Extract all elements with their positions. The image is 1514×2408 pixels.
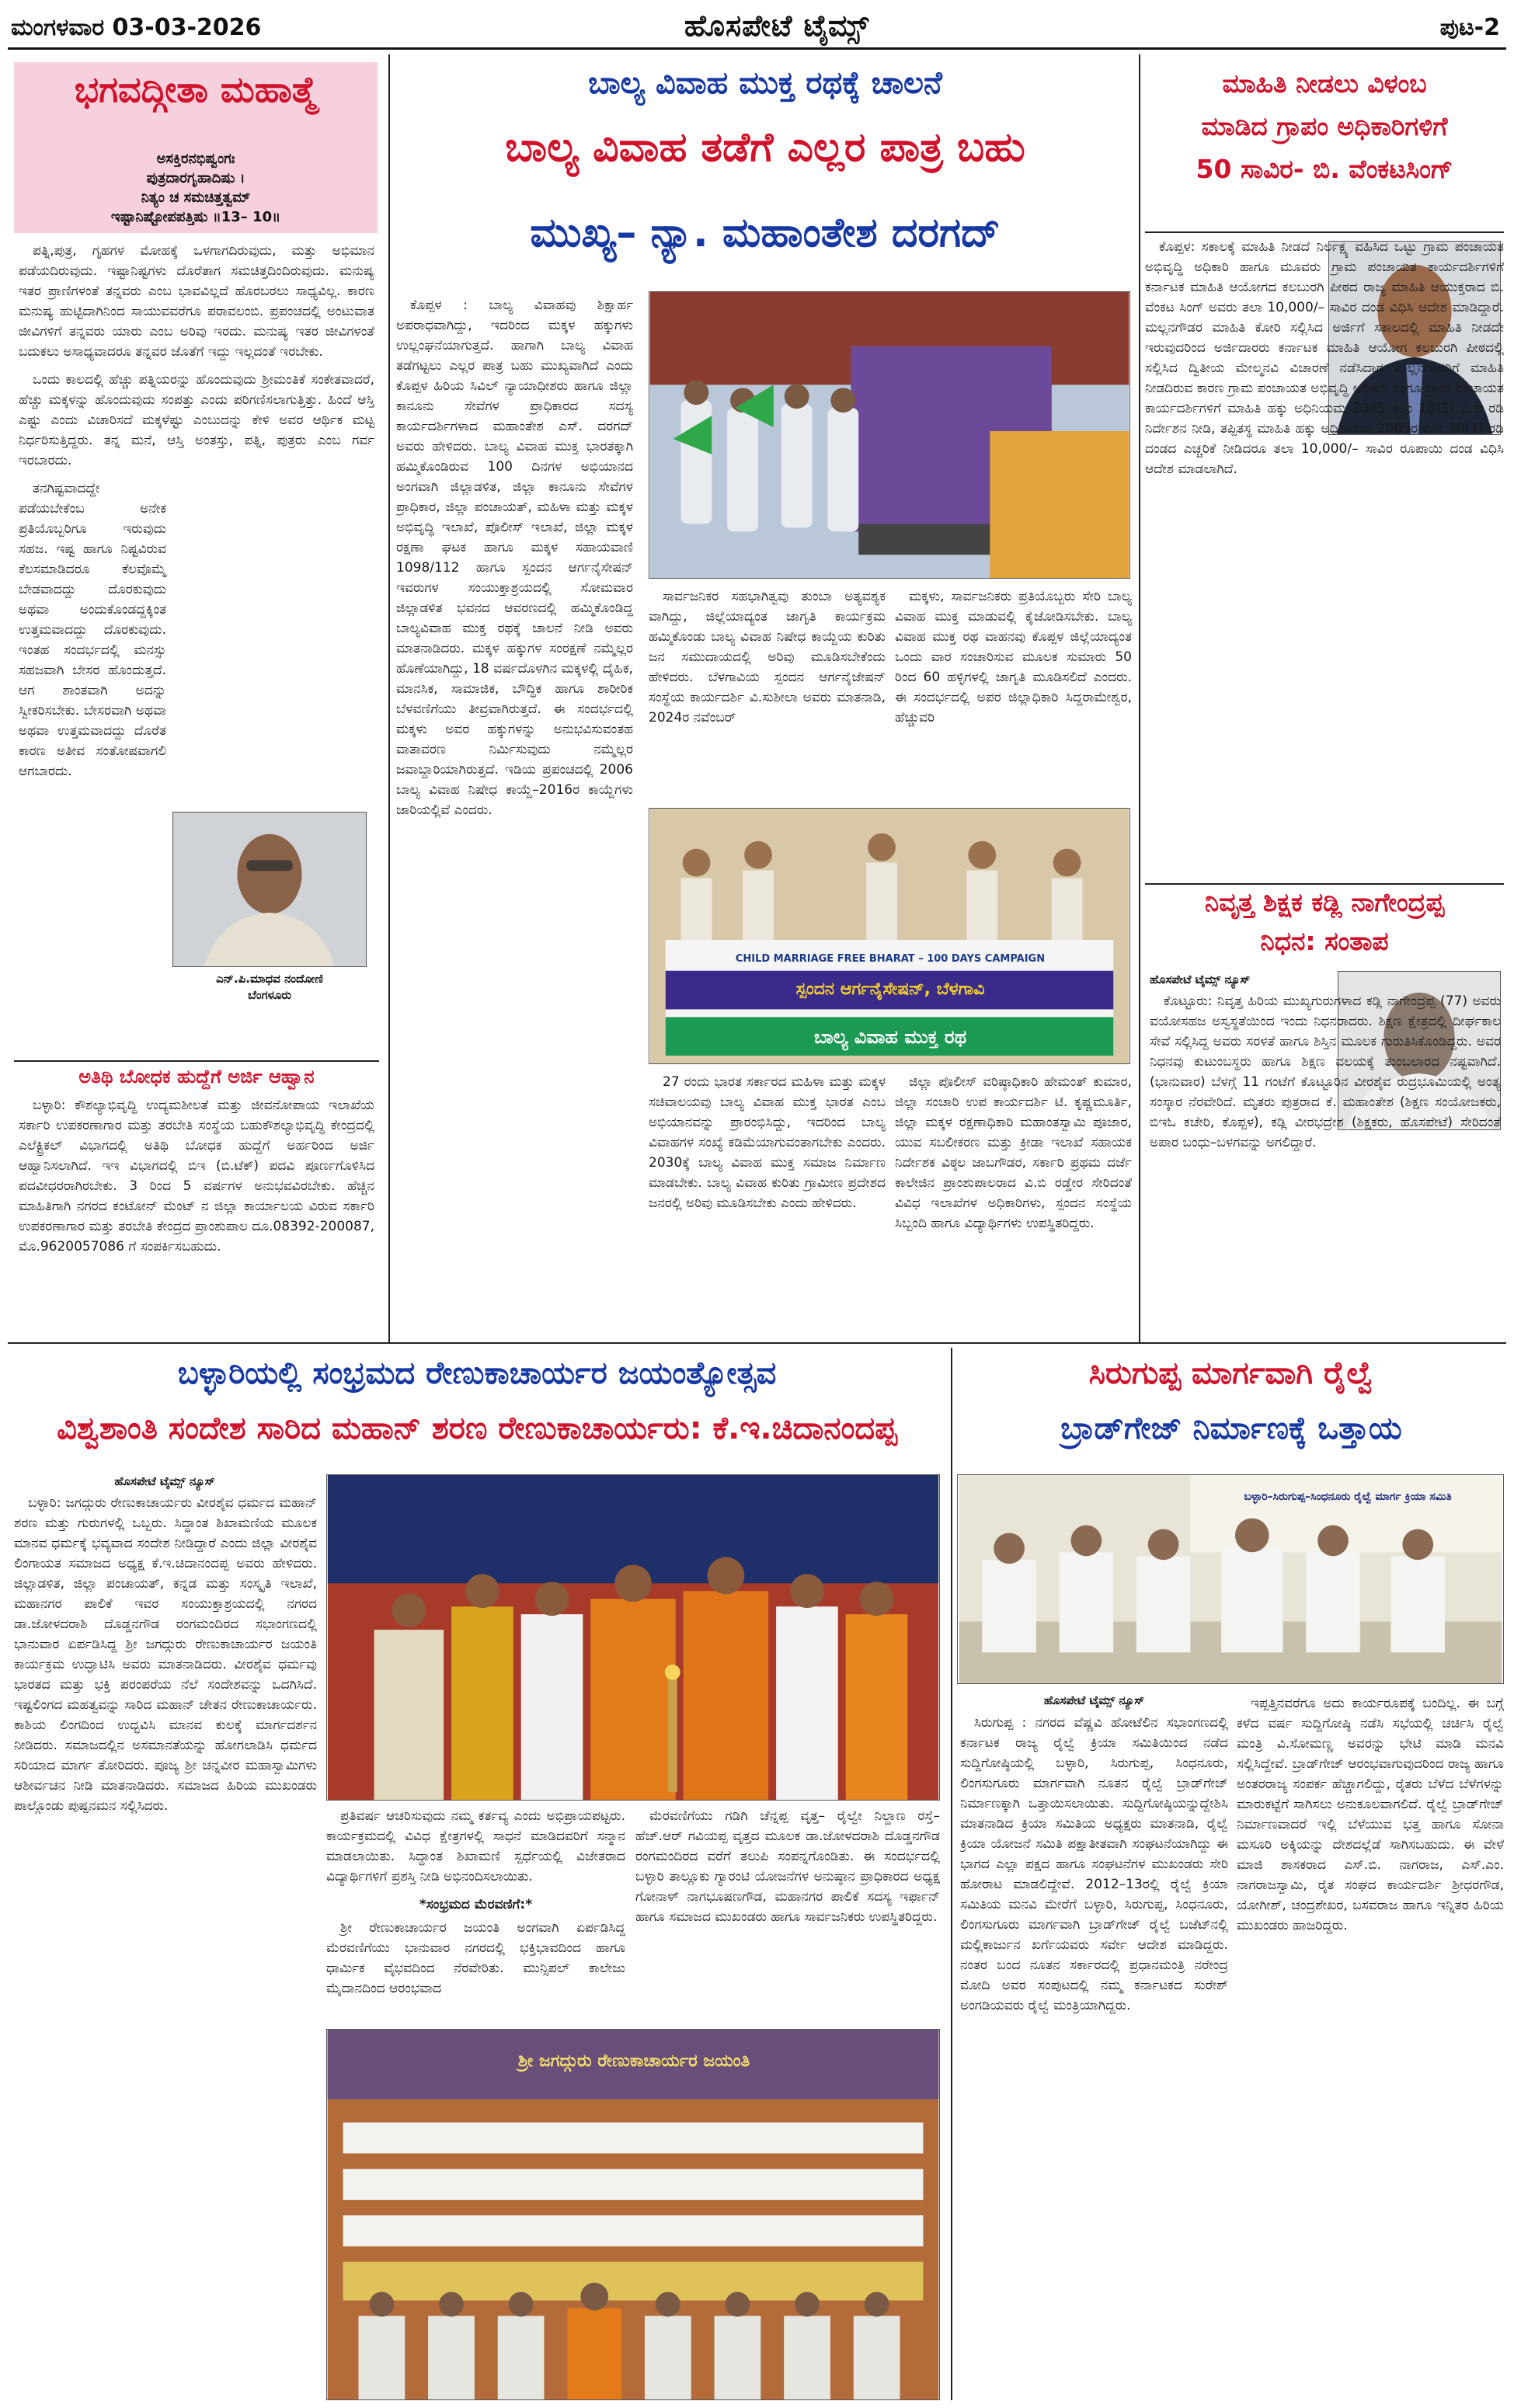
- renuka-para: ಬಳ್ಳಾರಿ: ಜಗದ್ಗುರು ರೇಣುಕಾಚಾರ್ಯರು ವೀರಶೈವ ಧರ್ಮದ ಮಹಾನ್ ಶರಣ ಮತ್ತು ಗುರುಗಳಲ್ಲಿ ಒಬ್ಬರು. ಸಿದ್ಧಾಂತ ಶಿಖಾಮಣಿಯ ಮೂಲಕ ಮಾನವ ಧರ್ಮಕ್ಕೆ ಭವ್ಯವಾದ ಸಂದೇಶ ನೀಡಿದ್ದಾರೆ ಎಂದು ಜಿಲ್ಲಾ ವೀರಶೈವ ಲಿಂಗಾಯತ ಸಮಾಜದ ಅಧ್ಯಕ್ಷ ಕೆ.ಇ.ಚಿದಾನಂದಪ್ಪ ಅವರು ಹೇಳಿದರು. ಜಿಲ್ಲಾಡಳಿತ, ಜಿಲ್ಲಾ ಪಂಚಾಯತ್, ಕನ್ನಡ ಮತ್ತು ಸಂಸ್ಕೃತಿ ಇಲಾಖೆ, ಮಹಾನಗರ ಪಾಲಿಕೆ ಇವರ ಸಂಯುಕ್ತಾಶ್ರಯದಲ್ಲಿ ನಗರದ ಡಾ.ಜೋಳದರಾಶಿ ದೊಡ್ಡನಗೌಡ ರಂಗಮಂದಿರದ ಸಭಾಂಗಣದಲ್ಲಿ ಭಾನುವಾರ ಏರ್ಪಡಿಸಿದ್ದ ಶ್ರೀ ಜಗದ್ಗುರು ರೇಣುಕಾಚಾರ್ಯರ ಜಯಂತಿ ಕಾರ್ಯಕ್ರಮ ಉದ್ಘಾಟಿಸಿ ಅವರು ಮಾತನಾಡಿದರು. ವೀರಶೈವ ಧರ್ಮವು ಭಾರತದ ಮತ್ತು ಭಕ್ತಿ ಪರಂಪರೆಯ ನೆಲೆ ಸಂದೇಶವನ್ನು ಒದಗಿಸಿದೆ. ಇಷ್ಟಲಿಂಗದ ಮಹತ್ವವನ್ನು ಸಾರಿದ ಮಹಾನ್ ಚೇತನ ರೇಣುಕಾಚಾರ್ಯರು. ಕಾಶಿಯ ಲಿಂಗದಿಂದ ಉದ್ಭವಿಸಿ ಮಾನವ ಕುಲಕ್ಕೆ ಮಾರ್ಗದರ್ಶನ ನೀಡಿದರು. ಸಮಾಜದಲ್ಲಿನ ಅಸಮಾನತೆಯನ್ನು ಹೋಗಲಾಡಿಸಿ ಧರ್ಮದ ಸರಿಯಾದ ಮಾರ್ಗ ತೋರಿದರು. ಪೂಜ್ಯ ಶ್ರೀ ಚನ್ನವೀರ ಮಹಾಸ್ವಾಮಿಗಳು ಆಶೀರ್ವಚನ ನೀಡಿ ಮಾತನಾಡಿದರು. ಸಮಾಜದ ಹಿರಿಯ ಮುಖಂಡರು ಪಾಲ್ಗೊಂಡು ಪುಷ್ಪನಮನ ಸಲ್ಲಿಸಿದರು.: [14, 1495, 317, 1814]
- column-rule-2: [1139, 54, 1140, 1344]
- gita-verse: [30, 149, 362, 227]
- child-col-2b: [649, 1072, 886, 1336]
- author-photo: [172, 812, 367, 967]
- child-para: ಸಾರ್ವಜನಿಕರ ಸಹಭಾಗಿತ್ವವು ತುಂಬಾ ಅತ್ಯವಶ್ಯಕ ವಾಗಿದ್ದು, ಜಿಲ್ಲೆಯಾದ್ಯಂತ ಜಾಗೃತಿ ಕಾರ್ಯಕ್ರಮ ಹಮ್ಮಿಕೊಂಡು ಬಾಲ್ಯ ವಿವಾಹ ನಿಷೇಧ ಕಾಯ್ದೆಯ ಕುರಿತು ಜನ ಸಮುದಾಯದಲ್ಲಿ ಅರಿವು ಮೂಡಿಸಬೇಕೆಂದು ಹೇಳಿದರು. ಬೆಳಗಾವಿಯ ಸ್ಪಂದನ ಆರ್ಗನೈಜೇಷನ್ ಸಂಸ್ಥೆಯ ಕಾರ್ಯದರ್ಶಿ ವಿ.ಸುಶೀಲಾ ಅವರು ಮಾತನಾಡಿ, 2024ರ ನವೆಂಬರ್: [649, 589, 886, 726]
- rail-para: ಸಿರುಗುಪ್ಪ : ನಗರದ ವೆಷ್ಣವಿ ಹೋಟೆಲಿನ ಸಭಾಂಗಣದಲ್ಲಿ ಕರ್ನಾಟಕ ರಾಜ್ಯ ರೈಲ್ವೆ ಕ್ರಿಯಾ ಸಮಿತಿಯಿಂದ ನಡೆದ ಸುದ್ದಿಗೋಷ್ಠಿಯಲ್ಲಿ ಬಳ್ಳಾರಿ, ಸಿರುಗುಪ್ಪ, ಸಿಂಧನೂರು, ಲಿಂಗಸುಗೂರು ಮಾರ್ಗವಾಗಿ ನೂತನ ರೈಲ್ವೆ ಬ್ರಾಡ್‌ಗೇಜ್ ನಿರ್ಮಾಣಕ್ಕಾಗಿ ಒತ್ತಾಯಿಸಲಾಯಿತು. ಸುದ್ದಿಗೋಷ್ಠಿಯನ್ನುದ್ದೇಶಿಸಿ ಮಾತನಾಡಿದ ಕ್ರಿಯಾ ಸಮಿತಿಯ ಅಧ್ಯಕ್ಷರು ಮಾತನಾಡಿ, ರೈಲ್ವೆ ಕ್ರಿಯಾ ಯೋಜನೆ ಸಮಿತಿ ಪಕ್ಷಾತೀತವಾಗಿ ಸಂಘಟನೆಯಾಗಿದ್ದು ಈ ಭಾಗದ ಎಲ್ಲಾ ಪಕ್ಷದ ಹಾಗೂ ಸಂಘಟನೆಗಳ ಮುಖಂಡರು ಸೇರಿ ಹೋರಾಟ ಮಾಡಲಿದ್ದೇವೆ. 2012–13ರಲ್ಲಿ ರೈಲ್ವೆ ಕ್ರಿಯಾ ಸಮಿತಿಯ ಮನವಿ ಮೇರೆಗೆ ಬಳ್ಳಾರಿ, ಸಿರುಗುಪ್ಪ, ಸಿಂಧನೂರು, ಲಿಂಗಸುಗೂರು ಮಾರ್ಗವಾಗಿ ಬ್ರಾಡ್‌ಗೇಜ್ ರೈಲ್ವೆ ಬಜೆಟ್‌ನಲ್ಲಿ ಮಲ್ಲಿಕಾರ್ಜುನ ಖರ್ಗೆಯವರು ಸರ್ವೇ ಆದೇಶ ಮಾಡಿದ್ದರು. ನಂತರ ಬಂದ ನೂತನ ಸರ್ಕಾರದಲ್ಲಿ ಪ್ರಧಾನಮಂತ್ರಿ ನರೇಂದ್ರ ಮೋದಿ ಅವರ ಸಂಪುಟದಲ್ಲಿ ನಮ್ಮ ಕರ್ನಾಟಕದ ಸುರೇಶ್ ಅಂಗಡಿಯವರು ರೈಲ್ವೆ ಮಂತ್ರಿಯಾಗಿದ್ದರು.: [960, 1715, 1228, 2013]
- info-rule: [1145, 231, 1504, 233]
- renuka-para: ಶ್ರೀ ರೇಣುಕಾಚಾರ್ಯರ ಜಯಂತಿ ಅಂಗವಾಗಿ ಏರ್ಪಡಿಸಿದ್ದ ಮೆರವಣಿಗೆಯು ಭಾನುವಾರ ನಗರದಲ್ಲಿ ಭಕ್ತಿಭಾವದಿಂದ ಹಾಗೂ ಧಾರ್ಮಿಕ ವೈಭವದಿಂದ ನೆರವೇರಿತು. ಮುನ್ಸಿಪಲ್ ಕಾಲೇಜು ಮೈದಾನದಿಂದ ಆರಂಭವಾದ: [326, 1920, 625, 1996]
- rail-photo: [957, 1474, 1504, 1684]
- rail-col-1: [960, 1713, 1228, 2400]
- rail-col-2: [1237, 1693, 1504, 2400]
- author-portrait-image: [173, 813, 366, 966]
- masthead: [8, 5, 1506, 50]
- obit-byline: ಹೊಸಪೇಟೆ ಟೈಮ್ಸ್ ನ್ಯೂಸ್: [1150, 973, 1251, 987]
- child-kicker: ಬಾಲ್ಯ ವಿವಾಹ ಮುಕ್ತ ರಥಕ್ಕೆ ಚಾಲನೆ: [588, 65, 942, 101]
- info-headline-line: ಮಾಹಿತಿ ನೀಡಲು ವಿಳಂಬ: [1222, 68, 1427, 99]
- section-rule: [8, 1342, 1506, 1344]
- renuka-byline: ಹೊಸಪೇಟೆ ಟೈಮ್ಸ್ ನ್ಯೂಸ್: [114, 1474, 215, 1488]
- press-meet-photo: [958, 1475, 1503, 1683]
- renuka-col-1: [14, 1493, 317, 2398]
- child-para: ಜಿಲ್ಲಾ ಪೊಲೀಸ್ ವರಿಷ್ಠಾಧಿಕಾರಿ ಹೇಮಂತ್ ಕುಮಾರ, ಜಿಲ್ಲಾ ಸಂಚಾರಿ ಉಪ ಕಾರ್ಯದರ್ಶಿ ಟಿ. ಕೃಷ್ಣಮೂರ್ತಿ, ಜಿಲ್ಲಾ ಮಕ್ಕಳ ರಕ್ಷಣಾಧಿಕಾರಿ ಮಹಾಂತಸ್ವಾಮಿ ಪೂಜಾರ, ಯುವ ಸಬಲೀಕರಣ ಮತ್ತು ಕ್ರೀಡಾ ಇಲಾಖೆ ಸಹಾಯಕ ನಿರ್ದೇಶಕ ವಿಠ್ಠಲ ಜಾಬಗೌಡರ, ಸರ್ಕಾರಿ ಪ್ರಥಮ ದರ್ಜೆ ಕಾಲೇಜಿನ ಪ್ರಾಂಶುಪಾಲರಾದ ವಿ.ಬಿ ರಡ್ಡೇರ ಸೇರಿದಂತೆ ವಿವಿಧ ಇಲಾಖೆಗಳ ಅಧಿಕಾರಿಗಳು, ಸ್ಪಂದನ ಸಂಸ್ಥೆಯ ಸಿಬ್ಬಂದಿ ಹಾಗೂ ವಿದ್ಯಾರ್ಥಿಗಳು ಉಪಸ್ಥಿತರಿದ್ದರು.: [895, 1074, 1132, 1231]
- gita-title: ಭಗವದ್ಗೀತಾ ಮಹಾತ್ಮೆ: [74, 68, 318, 110]
- campaign-banner-title: ಬಾಲ್ಯ ವಿವಾಹ ಮುಕ್ತ ರಥ: [813, 1026, 967, 1048]
- column-rule-1: [388, 54, 390, 1344]
- child-col-3b: [895, 1072, 1132, 1336]
- obit-headline-1: ನಿವೃತ್ತ ಶಿಕ್ಷಕ ಕಡ್ಲಿ ನಾಗೇಂದ್ರಪ್ಪ: [1204, 887, 1445, 917]
- child-para: ಕೊಪ್ಪಳ : ಬಾಲ್ಯ ವಿವಾಹವು ಶಿಕ್ಷಾರ್ಹ ಅಪರಾಧವಾಗಿದ್ದು, ಇದರಿಂದ ಮಕ್ಕಳ ಹಕ್ಕುಗಳು ಉಲ್ಲಂಘನೆಯಾಗುತ್ತದೆ. ಹಾಗಾಗಿ ಬಾಲ್ಯ ವಿವಾಹ ತಡೆಗಟ್ಟಲು ಎಲ್ಲರ ಪಾತ್ರ ಬಹು ಮುಖ್ಯವಾಗಿದೆ ಎಂದು ಕೊಪ್ಪಳ ಹಿರಿಯ ಸಿವಿಲ್ ನ್ಯಾಯಾಧೀಶರು ಹಾಗೂ ಜಿಲ್ಲಾ ಕಾನೂನು ಸೇವೆಗಳ ಪ್ರಾಧಿಕಾರದ ಸದಸ್ಯ ಕಾರ್ಯದರ್ಶಿಗಳಾದ ಮಹಾಂತೇಶ ಎಸ್. ದರಗದ್ ಅವರು ಹೇಳಿದರು. ಬಾಲ್ಯ ವಿವಾಹ ಮುಕ್ತ ಭಾರತಕ್ಕಾಗಿ ಹಮ್ಮಿಕೊಂಡಿರುವ 100 ದಿನಗಳ ಅಭಿಯಾನದ ಅಂಗವಾಗಿ ಜಿಲ್ಲಾಡಳಿತ, ಜಿಲ್ಲಾ ಕಾನೂನು ಸೇವೆಗಳ ಪ್ರಾಧಿಕಾರ, ಜಿಲ್ಲಾ ಪಂಚಾಯತ್, ಮಹಿಳಾ ಮತ್ತು ಮಕ್ಕಳ ಅಭಿವೃದ್ಧಿ ಇಲಾಖೆ, ಪೊಲೀಸ್ ಇಲಾಖೆ, ಜಿಲ್ಲಾ ಮಕ್ಕಳ ರಕ್ಷಣಾ ಘಟಕ ಹಾಗೂ ಮಕ್ಕಳ ಸಹಾಯವಾಣಿ 1098/112 ಹಾಗೂ ಸ್ಪಂದನ ಆರ್ಗನೈಸೇಷನ್ ಇವರುಗಳ ಸಂಯುಕ್ತಾಶ್ರಯದಲ್ಲಿ ಸೋಮವಾರ ಜಿಲ್ಲಾಡಳಿತ ಭವನದ ಆವರಣದಲ್ಲಿ ಹಮ್ಮಿಕೊಂಡಿದ್ದ ಬಾಲ್ಯವಿವಾಹ ಮುಕ್ತ ರಥಕ್ಕೆ ಚಾಲನೆ ನೀಡಿ ಅವರು ಮಾತನಾಡಿದರು. ಮಕ್ಕಳ ಹಕ್ಕುಗಳ ಸಂರಕ್ಷಣೆ ನಮ್ಮೆಲ್ಲರ ಹೊಣೆಯಾಗಿದ್ದು, 18 ವರ್ಷದೊಳಗಿನ ಮಕ್ಕಳಲ್ಲಿ ದೈಹಿಕ, ಮಾನಸಿಕ, ಸಾಮಾಜಿಕ, ಬೌದ್ಧಿಕ ಹಾಗೂ ಶಾರೀರಿಕ ಬೆಳವಣಿಗೆಯು ತೀವ್ರವಾಗಿರುತ್ತದೆ. ಈ ಸಂದರ್ಭದಲ್ಲಿ ಮಕ್ಕಳು ಅವರ ಹಕ್ಕುಗಳನ್ನು ಅನುಭವಿಸುವಂತಹ ವಾತಾವರಣ ನಿರ್ಮಿಸುವುದು ನಮ್ಮೆಲ್ಲರ ಜವಾಬ್ದಾರಿಯಾಗಿರುತ್ತದೆ. ಇಡಿಯ ಪ್ರಪಂಚದಲ್ಲಿ 2006 ಬಾಲ್ಯ ವಿವಾಹ ನಿಷೇಧ ಕಾಯ್ದೆ–2016ರ ಕಾಯ್ದೆಗಳು ಜಾರಿಯಲ್ಲಿವೆ ಎಂದರು.: [396, 298, 633, 818]
- child-photo-top: [649, 291, 1130, 579]
- child-col-1: [396, 295, 633, 1336]
- renuka-photo-banner: ಶ್ರೀ ಜಗದ್ಗುರು ರೇಣುಕಾಚಾರ್ಯರ ಜಯಂತಿ: [517, 2051, 750, 2071]
- campaign-banner-org: ಸ್ಪಂದನ ಆರ್ಗನೈಸೇಷನ್, ಬೆಳಗಾವಿ: [795, 980, 985, 999]
- child-para: 27 ರಂದು ಭಾರತ ಸರ್ಕಾರದ ಮಹಿಳಾ ಮತ್ತು ಮಕ್ಕಳ ಸಚಿವಾಲಯವು ಬಾಲ್ಯ ವಿವಾಹ ಮುಕ್ತ ಭಾರತ ಎಂಬ ಅಭಿಯಾನವನ್ನು ಪ್ರಾರಂಭಿಸಿದ್ದು, ಇದರಿಂದ ಬಾಲ್ಯ ವಿವಾಹಗಳ ಸಂಖ್ಯೆ ಕಡಿಮೆಯಾಗುವಂತಾಗಬೇಕು ಎಂದರು. 2030ಕ್ಕೆ ಬಾಲ್ಯ ವಿವಾಹ ಮುಕ್ತ ಸಮಾಜ ನಿರ್ಮಾಣ ಮಾಡಬೇಕು. ಬಾಲ್ಯ ವಿವಾಹ ಕುರಿತು ಗ್ರಾಮೀಣ ಪ್ರದೇಶದ ಜನರಲ್ಲಿ ಅರಿವು ಮೂಡಿಸಬೇಕು ಎಂದು ಹೇಳಿದರು.: [649, 1074, 886, 1211]
- newspaper-name: ಹೊಸಪೇಟೆ ಟೈಮ್ಸ್: [684, 8, 870, 43]
- author-credit: [172, 971, 367, 1004]
- campaign-banner-photo: [649, 809, 1129, 1063]
- obit-rule: [1145, 883, 1504, 885]
- info-body: [1145, 237, 1504, 878]
- renuka-col-3: [635, 1806, 940, 2023]
- rail-para: ಇಪ್ಪತ್ತಿನವರೆಗೂ ಅದು ಕಾರ್ಯರೂಪಕ್ಕೆ ಬಂದಿಲ್ಲ. ಈ ಬಗ್ಗೆ ಕಳೆದ ವರ್ಷ ಸುದ್ದಿಗೋಷ್ಠಿ ನಡೆಸಿ ಸಭೆಯಲ್ಲಿ ಚರ್ಚಿಸಿ ರೈಲ್ವೆ ಮಂತ್ರಿ ವಿ.ಸೋಮಣ್ಣ ಅವರನ್ನು ಭೇಟಿ ಮಾಡಿ ಮನವಿ ಸಲ್ಲಿಸಿದ್ದೇವೆ. ಬ್ರಾಡ್‌ಗೇಜ್ ಆರಂಭವಾಗುವುದರಿಂದ ರಾಜ್ಯ ಹಾಗೂ ಅಂತರರಾಜ್ಯ ಸಂಪರ್ಕ ಹೆಚ್ಚಾಗಲಿದ್ದು, ರೈತರು ಬೆಳೆದ ಬೆಳೆಗಳನ್ನು ಮಾರುಕಟ್ಟೆಗೆ ಸಾಗಿಸಲು ಅನುಕೂಲವಾಗಲಿದೆ. ರೈಲ್ವೆ ಬ್ರಾಡ್‌ಗೇಜ್ ನಿರ್ಮಾಣವಾದರೆ ಇಲ್ಲಿ ಬೆಳೆಯುವ ಭತ್ತ ಹಾಗೂ ಸೋನಾ ಮಸೂರಿ ಅಕ್ಕಿಯನ್ನು ದೇಶದಲ್ಲೆಡೆ ಸಾಗಿಸಬಹುದು. ಈ ವೇಳೆ ಮಾಜಿ ಶಾಸಕರಾದ ಎಸ್.ಬಿ. ನಾಗರಾಜ, ಎಸ್.ಎಂ. ನಾಗರಾಜಸ್ವಾಮಿ, ರೈತ ಸಂಘದ ಕಾರ್ಯದರ್ಶಿ ಶ್ರೀಧರಗೌಡ, ಯೋಗೀಶ್, ಚಂದ್ರಶೇಖರ, ಬಸವರಾಜ ಹಾಗೂ ಇನ್ನಿತರ ಹಿರಿಯ ಮುಖಂಡರು ಹಾಜರಿದ್ದರು.: [1237, 1696, 1504, 1933]
- renuka-photo-top: [326, 1474, 940, 1801]
- gita-verse-line: ಪುತ್ರದಾರಗೃಹಾದಿಷು ।: [146, 170, 245, 186]
- child-headline-1: ಬಾಲ್ಯ ವಿವಾಹ ತಡೆಗೆ ಎಲ್ಲರ ಪಾತ್ರ ಬಹು: [505, 124, 1025, 171]
- rail-headline-2: ಬ್ರಾಡ್‌ಗೇಜ್ ನಿರ್ಮಾಣಕ್ಕೆ ಒತ್ತಾಯ: [1060, 1411, 1402, 1446]
- child-para: ಮಕ್ಕಳು, ಸಾರ್ವಜನಿಕರು ಪ್ರತಿಯೊಬ್ಬರು ಸೇರಿ ಬಾಲ್ಯ ವಿವಾಹ ಮುಕ್ತ ಮಾಡುವಲ್ಲಿ ಕೈಜೋಡಿಸಬೇಕು. ಬಾಲ್ಯ ವಿವಾಹ ಮುಕ್ತ ರಥ ವಾಹನವು ಕೊಪ್ಪಳ ಜಿಲ್ಲೆಯಾದ್ಯಂತ ಒಂದು ವಾರ ಸಂಚಾರಿಸುವ ಮೂಲಕ ಸುಮಾರು 50 ರಿಂದ 60 ಹಳ್ಳಿಗಳಲ್ಲಿ ಜಾಗೃತಿ ಮೂಡಿಸಲಿದೆ ಎಂದರು. ಈ ಸಂದರ್ಭದಲ್ಲಿ ಅಪರ ಜಿಲ್ಲಾಧಿಕಾರಿ ಸಿದ್ದರಾಮೇಶ್ವರ, ಹೆಚ್ಚುವರಿ: [895, 589, 1132, 726]
- info-para: ಕೊಪ್ಪಳ: ಸಕಾಲಕ್ಕೆ ಮಾಹಿತಿ ನೀಡದೆ ನಿರ್ಲಕ್ಷ್ಯ ವಹಿಸಿದ ಒಟ್ಟು ಗ್ರಾಮ ಪಂಚಾಯತ ಅಭಿವೃದ್ಧಿ ಅಧಿಕಾರಿ ಹಾಗೂ ಮೂವರು ಗ್ರಾಮ ಪಂಚಾಯತ ಕಾರ್ಯದರ್ಶಿಗಳಿಗೆ ಕರ್ನಾಟಕ ಮಾಹಿತಿ ಆಯೋಗದ ಕಲಬುರಗಿ ಪೀಠದ ರಾಜ್ಯ ಮಾಹಿತಿ ಆಯುಕ್ತರಾದ ಬಿ. ವೆಂಕಟ ಸಿಂಗ್ ಅವರು ತಲಾ 10,000/– ಸಾವಿರ ದಂಡ ವಿಧಿಸಿ ಆದೇಶ ಮಾಡಿದ್ದಾರೆ. ಮಲ್ಲನಗೌಡರ ಮಾಹಿತಿ ಕೋರಿ ಸಲ್ಲಿಸಿದ ಅರ್ಜಿಗೆ ಸಕಾಲದಲ್ಲಿ ಮಾಹಿತಿ ನೀಡದೇ ಇರುವುದರಿಂದ ಅರ್ಜಿದಾರರು ಕರ್ನಾಟಕ ಮಾಹಿತಿ ಆಯೋಗ ಕಲಬುರಗಿ ಪೀಠದಲ್ಲಿ ಸಲ್ಲಿಸಿದ ದ್ವಿತೀಯ ಮೇಲ್ಮನವಿ ವಿಚಾರಣೆ ನಡೆಸಿದಾಗ ಮಲ್ಲನಗೌಡರಿಗೆ ಮಾಹಿತಿ ನೀಡದಿರುವ ಕಾರಣ ಗ್ರಾಮ ಪಂಚಾಯತ ಅಭಿವೃದ್ಧಿ ಅಧಿಕಾರಿ ಹಾಗೂ ಗ್ರಾಮ ಪಂಚಾಯತ ಕಾರ್ಯದರ್ಶಿಗಳಿಗೆ ಮಾಹಿತಿ ಹಕ್ಕು ಅಧಿನಿಯಮ 2005 ಕಲಂ 18(3) ಎ.ಬಿ ರಡಿ ನಿರ್ದೇಶನ ನೀಡಿ, ತಪ್ಪಿತಸ್ಥ ಮಾಹಿತಿ ಹಕ್ಕು ಅಧಿನಿಯಮ 2005ರ ಕಲಂ 20(1) ರಡಿ ದಂಡದ ಎಚ್ಚರಿಕೆ ನೀಡಿದರೂ ತಲಾ 10,000/– ಸಾವಿರ ರೂಪಾಯಿ ದಂಡ ವಿಧಿಸಿ ಆದೇಶ ಮಾಡಲಾಗಿದೆ.: [1145, 239, 1504, 477]
- gita-verse-line: ಅಸಕ್ತಿರನಭಿಷ್ವಂಗಃ: [156, 151, 235, 167]
- audience-photo: [327, 2030, 939, 2399]
- child-col-2a: [649, 586, 886, 800]
- renuka-para: ಮೆರವಣಿಗೆಯು ಗಡಿಗಿ ಚೆನ್ನಪ್ಪ ವೃತ್ತ– ರೈಲ್ವೇ ನಿಲ್ದಾಣ ರಸ್ತೆ– ಹೆಚ್.ಆರ್ ಗವಿಯಪ್ಪ ವೃತ್ತದ ಮೂಲಕ ಡಾ.ಜೋಳದರಾಶಿ ದೊಡ್ಡನಗೌಡ ರಂಗಮಂದಿರದ ವರೆಗೆ ತಲುಪಿ ಸಂಪನ್ನಗೊಂಡಿತು. ಈ ಸಂದರ್ಭದಲ್ಲಿ ಬಳ್ಳಾರಿ ತಾಲ್ಲೂಕು ಗ್ಯಾರಂಟಿ ಯೋಜನೆಗಳ ಅನುಷ್ಠಾನ ಪ್ರಾಧಿಕಾರದ ಅಧ್ಯಕ್ಷ ಗೋನಾಳ್ ನಾಗಭೂಷಣಗೌಡ, ಮಹಾನಗರ ಪಾಲಿಕೆ ಸದಸ್ಯ ಇರ್ಫಾನ್ ಹಾಗೂ ಸಮಾಜದ ಮುಖಂಡರು ಹಾಗೂ ಸಾರ್ವಜನಿಕರು ಉಪಸ್ಥಿತರಿದ್ದರು.: [635, 1808, 940, 1925]
- guest-body: [19, 1095, 374, 1336]
- gita-box: [14, 62, 378, 233]
- info-headline-line: 50 ಸಾವಿರ- ಬಿ. ವೆಂಕಟಸಿಂಗ್: [1196, 154, 1453, 184]
- author-city: ಬೆಂಗಳೂರು: [247, 988, 292, 1002]
- renuka-subhead: *ಸಂಭ್ರಮದ ಮೆರವಣಿಗೆ:*: [419, 1897, 533, 1912]
- obit-para: ಕೊಟ್ಟೂರು: ನಿವೃತ್ತ ಹಿರಿಯ ಮುಖ್ಯಗುರುಗಳಾದ ಕಡ್ಲಿ ನಾಗೇಂದ್ರಪ್ಪ (77) ಅವರು ವಯೋಸಹಜ ಅಸ್ವಸ್ಥತೆಯಿಂದ ಇಂದು ನಿಧನರಾದರು. ಶಿಕ್ಷಣ ಕ್ಷೇತ್ರದಲ್ಲಿ ದೀರ್ಘಕಾಲ ಸೇವೆ ಸಲ್ಲಿಸಿದ್ದ ಅವರು ಸರಳತೆ ಹಾಗೂ ಶಿಸ್ತಿನ ಮೂಲಕ ಗುರುತಿಸಿಕೊಂಡಿದ್ದರು. ಅವರ ನಿಧನವು ಕುಟುಂಬಸ್ಥರು ಹಾಗೂ ಶಿಕ್ಷಣ ವಲಯಕ್ಕೆ ತುಂಬಲಾರದ ನಷ್ಟವಾಗಿದೆ. (ಭಾನುವಾರ) ಬೆಳಗ್ಗೆ 11 ಗಂಟೆಗೆ ಕೊಟ್ಟೂರಿನ ವೀರಶೈವ ರುದ್ರಭೂಮಿಯಲ್ಲಿ ಅಂತ್ಯ ಸಂಸ್ಕಾರ ನೆರವೇರಿದೆ. ಮೃತರು ಪುತ್ರರಾದ ಕೆ. ಮಹಾಂತೇಶ (ಶಿಕ್ಷಣ ಸಂಯೋಜಕರು, ಬಿಇಓ ಕಚೇರಿ, ಕೊಪ್ಪಳ), ಕಡ್ಲಿ ವೀರಭದ್ರೇಶ (ಶಿಕ್ಷಕರು, ಹೊಸಪೇಟೆ) ಸೇರಿದಂತೆ ಅಪಾರ ಬಂಧು–ಬಳಗವನ್ನು ಅಗಲಿದ್ದಾರೆ.: [1150, 993, 1501, 1150]
- gita-para: ಒಂದು ಕಾಲದಲ್ಲಿ ಹೆಚ್ಚು ಪತ್ನಿಯರನ್ನು ಹೊಂದುವುದು ಶ್ರೀಮಂತಿಕೆ ಸಂಕೇತವಾದರೆ, ಹೆಚ್ಚು ಮಕ್ಕಳನ್ನು ಹೊಂದುವುದು ಸಂಪತ್ತು ಎಂದು ಪರಿಗಣಿಸಲಾಗುತ್ತಿತ್ತು. ಹಿಂದೆ ಆಸ್ತಿ ಎಷ್ಟು ಎಂದು ವಿಚಾರಿಸದೆ ಮಕ್ಕಳೆಷ್ಟು ಎಂಬುದನ್ನು ಕೇಳಿ ಅವರ ಆರ್ಥಿಕ ಮಟ್ಟ ನಿರ್ಧರಿಸುತ್ತಿದ್ದರು. ತನ್ನ ಮನೆ, ಆಸ್ತಿ ಅಂತಸ್ತು, ಪತ್ನಿ, ಪುತ್ರರು ಎಂಬ ಗರ್ವ ಇರಬಾರದು.: [19, 372, 374, 468]
- page-number: ಪುಟ-2: [1439, 14, 1500, 41]
- renuka-photo-bottom: [326, 2029, 940, 2400]
- obit-body: [1150, 991, 1501, 1337]
- renuka-headline: ವಿಶ್ವಶಾಂತಿ ಸಂದೇಶ ಸಾರಿದ ಮಹಾನ್ ಶರಣ ರೇಣುಕಾಚಾರ್ಯರು: ಕೆ.ಇ.ಚಿದಾನಂದಪ್ಪ: [57, 1411, 897, 1446]
- column-rule-3: [951, 1348, 952, 2400]
- flag-off-photo: [649, 292, 1129, 578]
- info-headline-line: ಮಾಡಿದ ಗ್ರಾಪಂ ಅಧಿಕಾರಿಗಳಿಗೆ: [1201, 111, 1448, 141]
- gita-para: ಪತ್ನಿ,ಪುತ್ರ, ಗೃಹಗಳ ಮೋಹಕ್ಕೆ ಒಳಗಾಗದಿರುವುದು, ಮತ್ತು ಅಭಿಮಾನ ಪಡೆಯದಿರುವುದು. ಇಷ್ಟಾನಿಷ್ಟಗಳು ದೊರೆತಾಗ ಸಮಚಿತ್ತದಿಂದಿರುವುದು. ಮನುಷ್ಯ ಇತರ ಪ್ರಾಣಿಗಳಂತೆ ತನ್ನವರು ಎಂಬ ಭಾವವಿಲ್ಲದೆ ಹೊರಬರಲು ಸಾಧ್ಯವಿಲ್ಲ. ಕಾರಣ ಮನುಷ್ಯ ಹುಟ್ಟಿದಾಗಿನಿಂದ ಸಾಯುವವರೆಗೂ ಪರಾವಲಂಬಿ. ಪ್ರಪಂಚದಲ್ಲಿ ಅಂಟುವಾತ ಜೀವಿಗಳಿಗೆ ತನ್ನವರು ಯಾರು ಎಂಬ ಅರಿವು ಇರದು. ಮನುಷ್ಯ ಇತರ ಜೀವಿಗಳಂತೆ ಬದುಕಲು ಅಸಾಧ್ಯವಾದರೂ ತನ್ನವರ ಜೊತೆಗೆ ಇದ್ದು ಇಲ್ಲದಂತೆ ಇರಬೇಕು.: [19, 243, 374, 360]
- renuka-col-2: [326, 1806, 625, 2023]
- guest-headline: ಅತಿಥಿ ಬೋಧಕ ಹುದ್ದೆಗೆ ಅರ್ಜಿ ಆಹ್ವಾನ: [78, 1066, 315, 1087]
- lamp-lighting-photo: [327, 1475, 939, 1800]
- obit-headline-2: ನಿಧನ: ಸಂತಾಪ: [1260, 926, 1389, 956]
- campaign-banner-en: CHILD MARRIAGE FREE BHARAT – 100 DAYS CAMPAIGN: [735, 953, 1046, 965]
- child-photo-bottom: [649, 808, 1130, 1064]
- renuka-kicker: ಬಳ್ಳಾರಿಯಲ್ಲಿ ಸಂಭ್ರಮದ ರೇಣುಕಾಚಾರ್ಯರ ಜಯಂತ್ಯೋತ್ಸವ: [177, 1355, 777, 1391]
- renuka-para: ಪ್ರತಿವರ್ಷ ಆಚರಿಸುವುದು ನಮ್ಮ ಕರ್ತವ್ಯ ಎಂದು ಅಭಿಪ್ರಾಯಪಟ್ಟರು. ಕಾರ್ಯಕ್ರಮದಲ್ಲಿ ವಿವಿಧ ಕ್ಷೇತ್ರಗಳಲ್ಲಿ ಸಾಧನೆ ಮಾಡಿದವರಿಗೆ ಸನ್ಮಾನ ಮಾಡಲಾಯಿತು. ಸಿದ್ಧಾಂತ ಶಿಖಾಮಣಿ ಸ್ಪರ್ಧೆಯಲ್ಲಿ ವಿಜೇತರಾದ ವಿದ್ಯಾರ್ಥಿಗಳಿಗೆ ಪ್ರಶಸ್ತಿ ನೀಡಿ ಅಭಿನಂದಿಸಲಾಯಿತು.: [326, 1808, 625, 1884]
- child-col-3a: [895, 586, 1132, 800]
- gita-verse-line: ಇಷ್ಟಾನಿಷ್ಟೋಪಪತ್ತಿಷು ॥13– 10॥: [110, 209, 281, 225]
- rail-headline-1: ಸಿರುಗುಪ್ಪ ಮಾರ್ಗವಾಗಿ ರೈಲ್ವೆ: [1088, 1355, 1374, 1391]
- issue-date: ಮಂಗಳವಾರ 03-03-2026: [11, 14, 262, 41]
- gita-verse-line: ನಿತ್ಯಂ ಚ ಸಮಚಿತ್ತತ್ವಮ್: [141, 190, 251, 206]
- guest-rule: [14, 1060, 379, 1062]
- author-name: ಎನ್.ಪಿ.ಮಾಧವ ನಂದೋಣಿ: [216, 972, 323, 986]
- child-headline-2: ಮುಖ್ಯ– ನ್ಯಾ. ಮಹಾಂತೇಶ ದರಗದ್: [530, 210, 1001, 256]
- guest-para: ಬಳ್ಳಾರಿ: ಕೌಶಲ್ಯಾಭಿವೃದ್ಧಿ ಉದ್ಯಮಶೀಲತೆ ಮತ್ತು ಜೀವನೋಪಾಯ ಇಲಾಖೆಯ ಸರ್ಕಾರಿ ಉಪಕರಣಾಗಾರ ಮತ್ತು ತರಬೇತಿ ಸಂಸ್ಥೆಯ ಬಹುಕೌಶಲ್ಯಾಭಿವೃದ್ಧಿ ಕೇಂದ್ರದಲ್ಲಿ ಎಲೆಕ್ಟ್ರಿಕಲ್ ವಿಭಾಗದಲ್ಲಿ ಅತಿಥಿ ಬೋಧಕ ಹುದ್ದೆಗೆ ಅರ್ಹರಿಂದ ಅರ್ಜಿ ಆಹ್ವಾನಿಸಲಾಗಿದೆ. ಇಇ ವಿಭಾಗದಲ್ಲಿ ಬಿಇ (ಬಿ.ಟೆಕ್) ಪದವಿ ಪೂರ್ಣಗೊಳಿಸಿದ ಪದವೀಧರರಾಗಿರಬೇಕು. 3 ರಿಂದ 5 ವರ್ಷಗಳ ಅನುಭವವಿರಬೇಕು. ಹೆಚ್ಚಿನ ಮಾಹಿತಿಗಾಗಿ ನಗರದ ಕಂಟೋನ್ ಮೆಂಟ್ ನ ಜಿಲ್ಲಾ ಕಾರ್ಯಾಲಯ ವಿರುವ ಸರ್ಕಾರಿ ಉಪಕರಣಾಗಾರ ಮತ್ತು ತರಬೇತಿ ಕೇಂದ್ರದ ಪ್ರಾಂಶುಪಾಲ ದೂ.08392-200087, ಮೊ.9620057086 ಗೆ ಸಂಪರ್ಕಿಸಬಹುದು.: [19, 1098, 374, 1254]
- rail-photo-banner: ಬಳ್ಳಾರಿ–ಸಿರುಗುಪ್ಪ–ಸಿಂಧನೂರು ರೈಲ್ವೆ ಮಾರ್ಗ ಕ್ರಿಯಾ ಸಮಿತಿ: [1244, 1491, 1452, 1503]
- info-headline: [1145, 62, 1504, 190]
- gita-para: ತನಗಿಷ್ಟವಾದದ್ದೇ ಪಡೆಯಬೇಕೆಂಬ ಅನೇಕ ಪ್ರತಿಯೊಬ್ಬರಿಗೂ ಇರುವುದು ಸಹಜ. ಇಷ್ಟ ಹಾಗೂ ನಿಷ್ಟವಿರುವ ಕೆಲಸಮಾಡಿದರೂ ಕೆಲವೊಮ್ಮೆ ಬೇಡವಾದದ್ದು ದೊರಕುವುದು ಅಥವಾ ಅಂದುಕೊಂಡದ್ದಕ್ಕಿಂತ ಉತ್ತಮವಾದದ್ದು ದೊರಕುವುದು. ಇಂತಹ ಸಂದರ್ಭದಲ್ಲಿ ಮನಸ್ಸು ಸಹಜವಾಗಿ ಬೇಸರ ಹೊಂದುತ್ತದೆ. ಆಗ ಶಾಂತವಾಗಿ ಅದನ್ನು ಸ್ವೀಕರಿಸಬೇಕು. ಬೇಸರವಾಗಿ ಅಥವಾ ಅಥವಾ ಉತ್ತಮವಾದದ್ದು ದೊರೆತ ಕಾರಣ ಅತೀವ ಸಂತೋಷವಾಗಲಿ ಆಗಬಾರದು.: [19, 481, 166, 779]
- rail-byline: ಹೊಸಪೇಟೆ ಟೈಮ್ಸ್ ನ್ಯೂಸ್: [1043, 1693, 1145, 1707]
